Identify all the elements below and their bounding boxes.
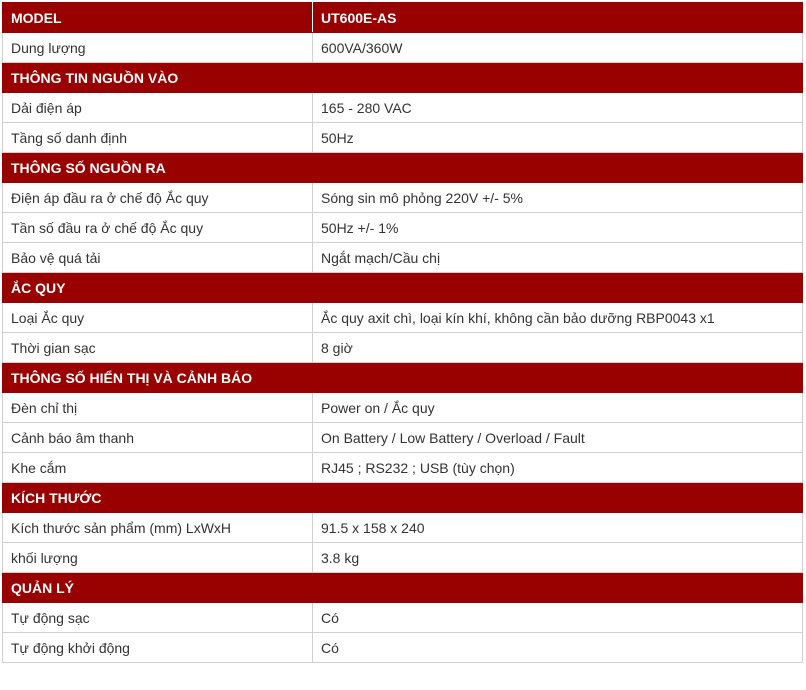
table-header-row	[3, 3, 803, 33]
row-label: Tự động sạc	[3, 603, 313, 633]
row-value: On Battery / Low Battery / Overload / Fault	[313, 423, 803, 453]
row-value: 91.5 x 158 x 240	[313, 513, 803, 543]
row-label: Bảo vệ quá tải	[3, 243, 313, 273]
spec-table	[2, 2, 803, 663]
section-header-output	[3, 153, 803, 183]
section-header-battery	[3, 273, 803, 303]
row-label: Tần số đầu ra ở chế độ Ắc quy	[3, 213, 313, 243]
section-title: KÍCH THƯỚC	[3, 483, 803, 513]
table-row	[3, 603, 803, 633]
section-title: THÔNG SỐ HIỂN THỊ VÀ CẢNH BÁO	[3, 363, 803, 393]
section-header-dimensions	[3, 483, 803, 513]
row-value: Ắc quy axit chì, loại kín khí, không cần bảo dưỡng RBP0043 x1	[313, 303, 803, 333]
section-title: QUẢN LÝ	[3, 573, 803, 603]
table-row	[3, 243, 803, 273]
header-label: MODEL	[3, 3, 313, 33]
row-label: Tầng số danh định	[3, 123, 313, 153]
row-label: khối lượng	[3, 543, 313, 573]
table-row	[3, 183, 803, 213]
table-row	[3, 633, 803, 663]
row-label: Đèn chỉ thị	[3, 393, 313, 423]
header-value: UT600E-AS	[313, 3, 803, 33]
row-value: RJ45 ; RS232 ; USB (tùy chọn)	[313, 453, 803, 483]
section-header-input	[3, 63, 803, 93]
row-value: 8 giờ	[313, 333, 803, 363]
row-value: Ngắt mạch/Cầu chị	[313, 243, 803, 273]
row-label: Loại Ắc quy	[3, 303, 313, 333]
row-value: 50Hz	[313, 123, 803, 153]
table-row	[3, 453, 803, 483]
table-row	[3, 543, 803, 573]
table-row	[3, 303, 803, 333]
section-title: THÔNG TIN NGUỒN VÀO	[3, 63, 803, 93]
row-value: 600VA/360W	[313, 33, 803, 63]
table-row	[3, 333, 803, 363]
table-row	[3, 33, 803, 63]
row-label: Kích thước sản phẩm (mm) LxWxH	[3, 513, 313, 543]
row-label: Cảnh báo âm thanh	[3, 423, 313, 453]
table-row	[3, 393, 803, 423]
row-value: 50Hz +/- 1%	[313, 213, 803, 243]
row-value: 3.8 kg	[313, 543, 803, 573]
row-value: Sóng sin mô phỏng 220V +/- 5%	[313, 183, 803, 213]
row-value: Có	[313, 633, 803, 663]
section-header-management	[3, 573, 803, 603]
section-header-display	[3, 363, 803, 393]
section-title: THÔNG SỐ NGUỒN RA	[3, 153, 803, 183]
row-label: Dải điện áp	[3, 93, 313, 123]
row-label: Khe cắm	[3, 453, 313, 483]
section-title: ẮC QUY	[3, 273, 803, 303]
table-row	[3, 123, 803, 153]
table-row	[3, 93, 803, 123]
row-label: Điện áp đầu ra ở chế độ Ắc quy	[3, 183, 313, 213]
row-label: Dung lượng	[3, 33, 313, 63]
row-value: 165 - 280 VAC	[313, 93, 803, 123]
table-row	[3, 513, 803, 543]
row-value: Có	[313, 603, 803, 633]
row-value: Power on / Ắc quy	[313, 393, 803, 423]
table-row	[3, 423, 803, 453]
row-label: Thời gian sạc	[3, 333, 313, 363]
row-label: Tự động khởi động	[3, 633, 313, 663]
table-row	[3, 213, 803, 243]
